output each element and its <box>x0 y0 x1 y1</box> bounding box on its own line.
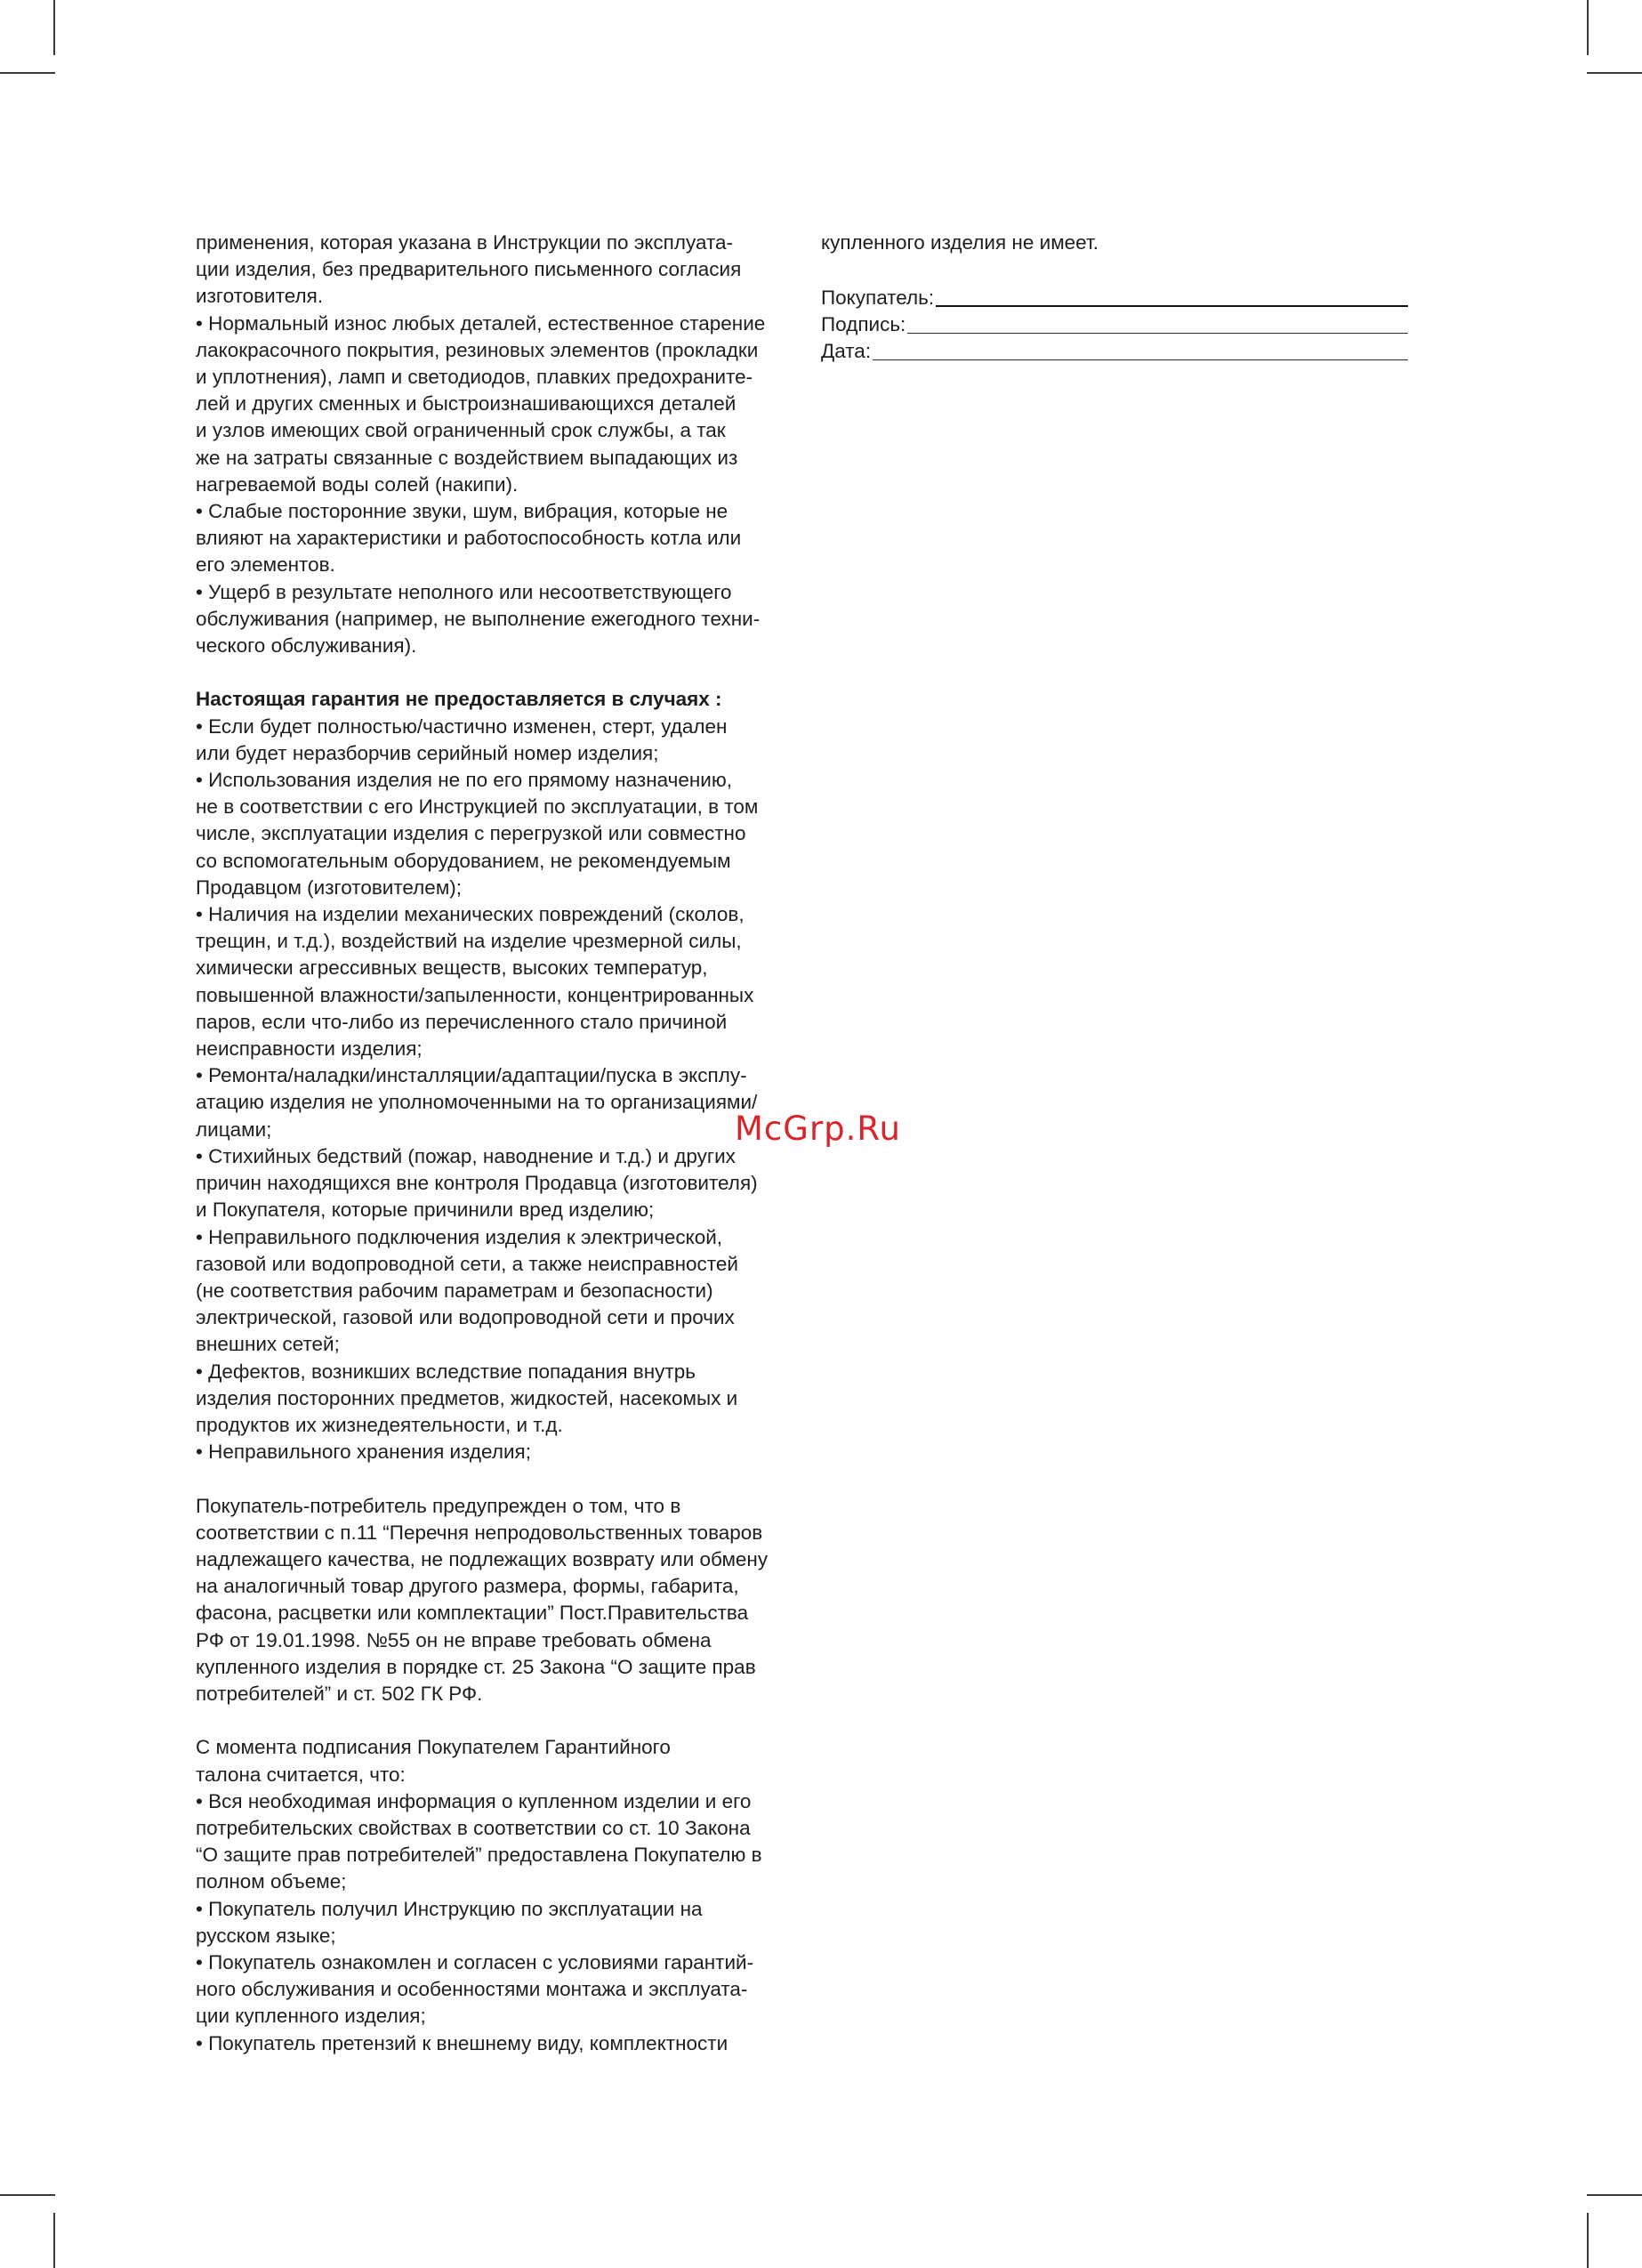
paragraph-gap <box>196 1707 783 1734</box>
left-text-column <box>196 230 783 2057</box>
text-line: ции купленного изделия; <box>196 2005 426 2028</box>
text-line: Покупатель-потребитель предупрежден о том, что в <box>196 1494 681 1517</box>
text-line: химически агрессивных веществ, высоких температур, <box>196 956 708 980</box>
text-line: купленного изделия в порядке ст. 25 Закона “О защите прав <box>196 1655 756 1678</box>
paragraph-gap <box>196 659 783 686</box>
text-line: талона считается, что: <box>196 1763 406 1786</box>
text-line: не в соответствии с его Инструкцией по эксплуатации, в том <box>196 795 759 819</box>
text-line: РФ от 19.01.1998. №55 он не вправе требовать обмена <box>196 1628 712 1651</box>
text-line: применения, которая указана в Инструкции по эксплуата- <box>196 231 734 254</box>
text-line: полном объеме; <box>196 1870 347 1893</box>
signature-label: Подпись: <box>821 313 906 335</box>
text-line: • Неправильного хранения изделия; <box>196 1441 531 1464</box>
paragraph-gap <box>196 1465 783 1492</box>
text-line: • Вся необходимая информация о купленном изделии и его <box>196 1789 752 1812</box>
text-line: (не соответствия рабочим параметрам и безопасности) <box>196 1279 713 1302</box>
signature-field[interactable] <box>821 311 1408 338</box>
text-line: атацию изделия не уполномоченными на то организациями/ <box>196 1091 758 1114</box>
text-line: нагреваемой воды солей (накипи). <box>196 472 519 496</box>
text-line: • Слабые посторонние звуки, шум, вибрация, которые не <box>196 500 728 523</box>
text-line: соответствии с п.11 “Перечня непродовольственных товаров <box>196 1521 763 1544</box>
text-line: газовой или водопроводной сети, а также неисправностей <box>196 1252 738 1275</box>
text-line: внешних сетей; <box>196 1333 340 1356</box>
text-line: фасона, расцветки или комплектации” Пост.Правительства <box>196 1602 749 1625</box>
text-line: С момента подписания Покупателем Гарантийного <box>196 1736 671 1759</box>
text-line: • Покупатель претензий к внешнему виду, комплектности <box>196 2031 728 2054</box>
text-line: “О защите прав потребителей” предоставлена Покупателю в <box>196 1844 762 1867</box>
text-line: • Неправильного подключения изделия к электрической, <box>196 1225 723 1248</box>
text-line: • Покупатель ознакомлен и согласен с условиями гарантий- <box>196 1950 754 1973</box>
buyer-line[interactable] <box>936 305 1408 307</box>
text-line: его элементов. <box>196 553 335 577</box>
text-line: русском языке; <box>196 1924 336 1947</box>
text-line: и Покупателя, которые причинили вред изделию; <box>196 1199 655 1222</box>
section-heading: Настоящая гарантия не предоставляется в случаях : <box>196 688 722 711</box>
buyer-field[interactable] <box>821 285 1408 311</box>
text-line: трещин, и т.д.), воздействий на изделие чрезмерной силы, <box>196 930 742 953</box>
crop-mark-bottom-left-h <box>0 2194 55 2196</box>
text-line: ного обслуживания и особенностями монтажа и эксплуата- <box>196 1978 748 2001</box>
signature-block <box>821 285 1408 365</box>
text-line: лицами; <box>196 1118 272 1141</box>
text-line: повышенной влажности/запыленности, концентрированных <box>196 983 754 1006</box>
text-line: изготовителя. <box>196 285 324 308</box>
text-line: влияют на характеристики и работоспособность котла или <box>196 527 742 550</box>
text-line: и уплотнения), ламп и светодиодов, плавких предохраните- <box>196 366 753 389</box>
text-line: • Нормальный износ любых деталей, естественное старение <box>196 311 766 335</box>
text-line: • Дефектов, возникших вследствие попадания внутрь <box>196 1360 696 1383</box>
watermark: McGrp.Ru <box>735 1110 901 1148</box>
text-line: неисправности изделия; <box>196 1037 423 1061</box>
text-line: надлежащего качества, не подлежащих возврату или обмену <box>196 1547 769 1570</box>
text-line: обслуживания (например, не выполнение ежегодного техни- <box>196 607 761 630</box>
text-line: и узлов имеющих свой ограниченный срок службы, а так <box>196 419 726 442</box>
signature-line[interactable] <box>907 333 1408 334</box>
crop-mark-bottom-right <box>1587 2213 1589 2268</box>
text-line: потребительских свойствах в соответствии со ст. 10 Закона <box>196 1816 751 1839</box>
text-line: изделия посторонних предметов, жидкостей, насекомых и <box>196 1386 738 1409</box>
crop-mark-bottom-left <box>53 2213 55 2268</box>
date-field[interactable] <box>821 338 1408 365</box>
text-line: потребителей” и ст. 502 ГК РФ. <box>196 1682 483 1705</box>
text-line: • Наличия на изделии механических повреждений (сколов, <box>196 903 745 926</box>
text-line: лей и других сменных и быстроизнашивающихся деталей <box>196 392 736 416</box>
date-label: Дата: <box>821 340 872 362</box>
text-line: продуктов их жизнедеятельности, и т.д. <box>196 1413 563 1436</box>
crop-mark-top-left <box>53 0 55 55</box>
text-line: электрической, газовой или водопроводной сети и прочих <box>196 1306 735 1329</box>
text-line: или будет неразборчив серийный номер изделия; <box>196 741 659 764</box>
text-line: • Ущерб в результате неполного или несоответствующего <box>196 580 732 603</box>
text-line: причин находящихся вне контроля Продавца (изготовителя) <box>196 1172 758 1195</box>
crop-mark-top-right <box>1587 0 1589 55</box>
text-line: же на затраты связанные с воздействием выпадающих из <box>196 446 738 469</box>
text-line: • Ремонта/наладки/инсталляции/адаптации/пуска в эксплу- <box>196 1064 747 1087</box>
text-line: • Использования изделия не по его прямому назначению, <box>196 769 733 792</box>
crop-mark-top-right-h <box>1587 72 1642 74</box>
text-line: • Стихийных бедствий (пожар, наводнение и т.д.) и других <box>196 1144 736 1167</box>
text-line: числе, эксплуатации изделия с перегрузкой или совместно <box>196 822 746 845</box>
text-line: • Если будет полностью/частично изменен, стерт, удален <box>196 714 728 738</box>
text-line: • Покупатель получил Инструкцию по эксплуатации на <box>196 1897 703 1920</box>
text-line: со вспомогательным оборудованием, не рекомендуемым <box>196 849 731 872</box>
text-line: Продавцом (изготовителем); <box>196 876 463 899</box>
text-line: ческого обслуживания). <box>196 634 417 658</box>
text-line: паров, если что-либо из перечисленного стало причиной <box>196 1010 728 1033</box>
text-line: на аналогичный товар другого размера, формы, габарита, <box>196 1575 739 1598</box>
text-line: лакокрасочного покрытия, резиновых элементов (прокладки <box>196 338 759 361</box>
buyer-label: Покупатель: <box>821 287 935 309</box>
crop-mark-bottom-right-h <box>1587 2194 1642 2196</box>
date-line[interactable] <box>873 359 1408 360</box>
right-text-column <box>821 230 1408 256</box>
text-line: ции изделия, без предварительного письменного согласия <box>196 258 742 281</box>
right-continuation-text: купленного изделия не имеет. <box>821 231 1099 254</box>
crop-mark-top-left-h <box>0 72 55 74</box>
